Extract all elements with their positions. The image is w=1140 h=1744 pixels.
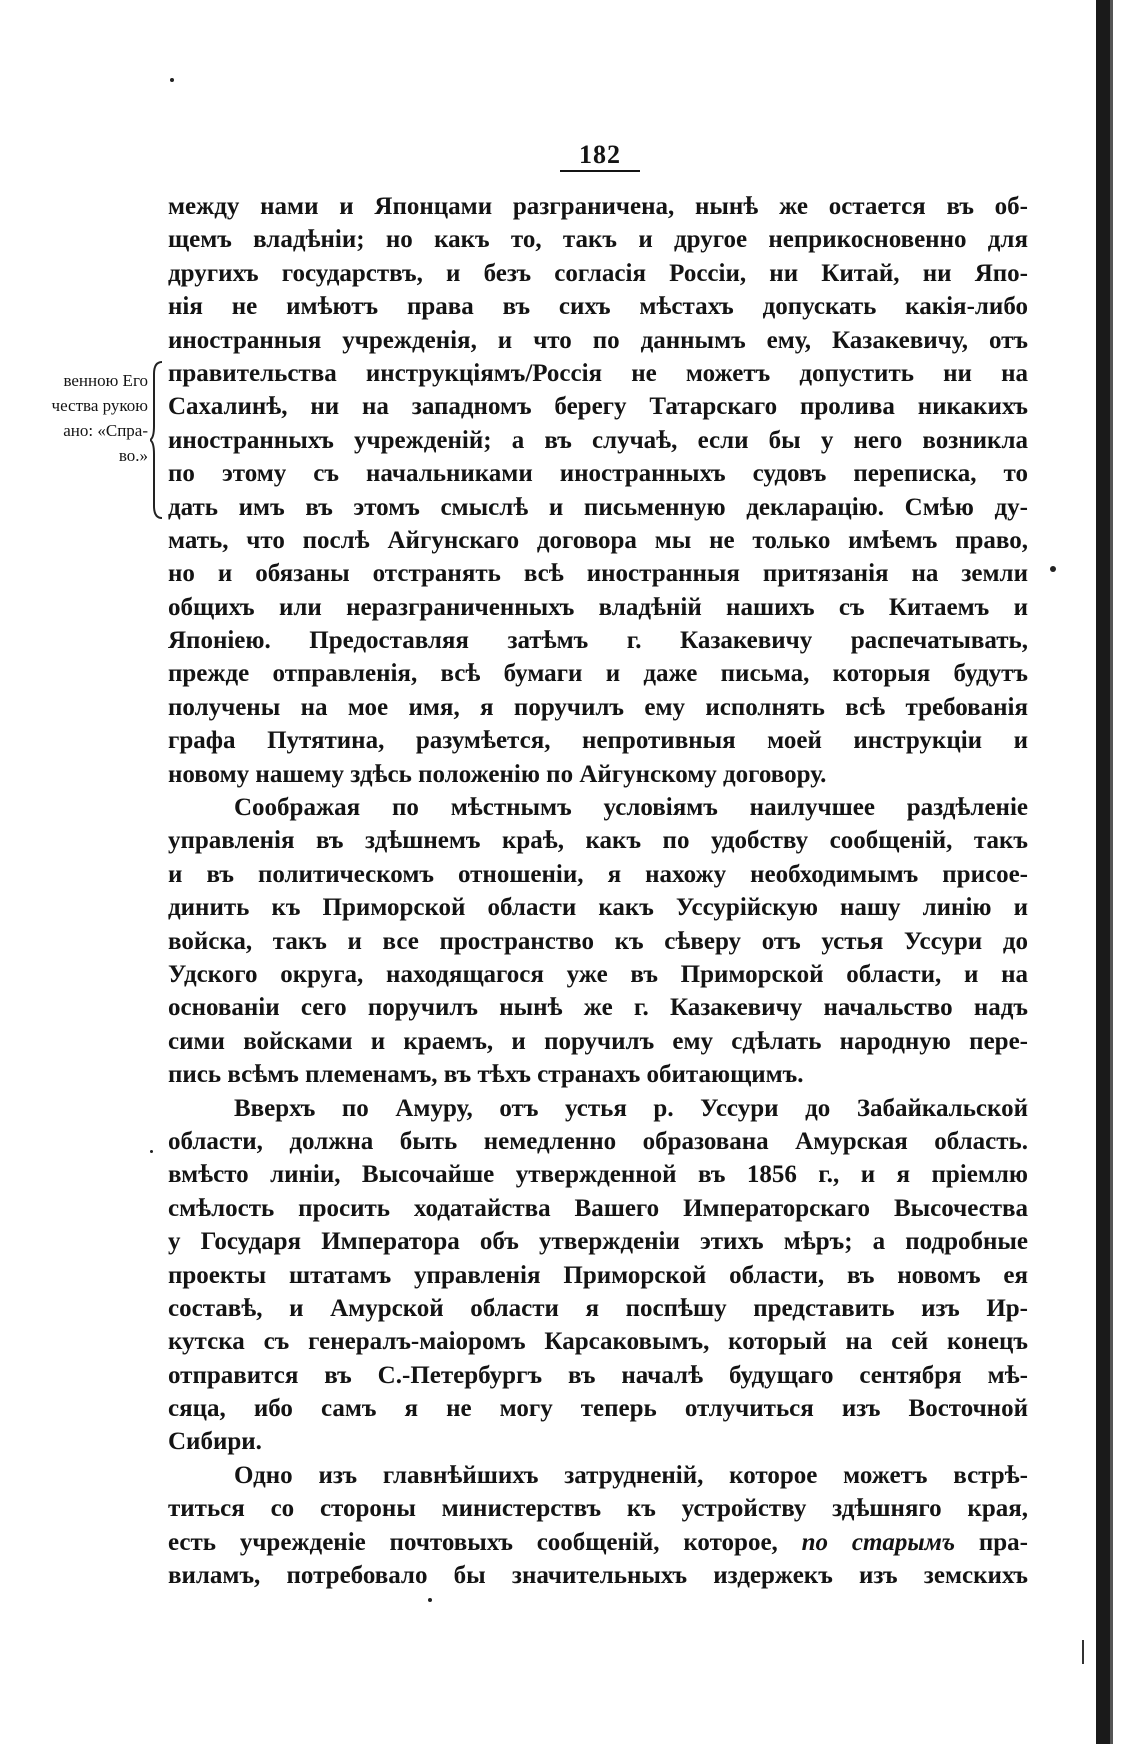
text-line: Японіею. Предоставляя затѣмъ г. Казакевичу распечатывать, (168, 627, 1028, 655)
text-line-mixed (168, 1526, 1028, 1559)
text-line: смѣлость просить ходатайства Вашего Императорскаго Высочества (168, 1194, 1028, 1222)
text-line: виламъ, потребовало бы значительныхъ издержекъ изъ земскихъ (168, 1562, 1028, 1590)
text-line: проекты штатамъ управленія Приморской области, въ новомъ ея (168, 1261, 1028, 1289)
speck-mark (150, 1150, 153, 1153)
text-line: дать имъ въ этомъ смыслѣ и письменную декларацію. Смѣю ду- (168, 493, 1028, 521)
margin-note (0, 368, 148, 468)
scan-tick-mark (1082, 1640, 1084, 1664)
body-text (168, 190, 1028, 1592)
text-line: Удского округа, находящагося уже въ Приморской области, и на (168, 960, 1028, 988)
text-line: у Государя Императора объ утвержденіи этихъ мѣръ; а подробные (168, 1228, 1028, 1256)
text-line: титься со стороны министерствъ къ устройству здѣшняго края, (168, 1495, 1028, 1523)
text-line: Сахалинѣ, ни на западномъ берегу Татарскаго пролива никакихъ (168, 393, 1028, 421)
text-line: иностранныхъ учрежденій; а въ случаѣ, если бы у него возникла (168, 426, 1028, 454)
text-line: области, должна быть немедленно образована Амурская область. (168, 1127, 1028, 1155)
text-line: управленія въ здѣшнемъ краѣ, какъ по удобству сообщеній, такъ (168, 827, 1028, 855)
text-line: вмѣсто линіи, Высочайше утвержденной въ 1856 г., и я пріемлю (168, 1161, 1028, 1189)
text-segment: есть учрежденіе почтовыхъ сообщеній, которое, (168, 1528, 778, 1556)
text-line: графа Путятина, разумѣется, непротивныя моей инструкціи и (168, 727, 1028, 755)
margin-note-line: венною Его (63, 371, 148, 390)
text-line: щемъ владѣніи; но какъ то, такъ и другое неприкосновенно для (168, 226, 1028, 254)
text-line: прежде отправленія, всѣ бумаги и даже письма, которыя будутъ (168, 660, 1028, 688)
scan-edge-shadow (1110, 0, 1113, 1744)
text-line: динить къ Приморской области какъ Уссурійскую нашу линію и (168, 894, 1028, 922)
text-line: сими войсками и краемъ, и поручилъ ему сдѣлать народную пере- (168, 1027, 1028, 1055)
text-line: кутска съ генералъ-маіоромъ Карсаковымъ, который на сей конецъ (168, 1328, 1028, 1356)
text-line: Вверхъ по Амуру, отъ устья р. Уссури до Забайкальской (234, 1094, 1028, 1122)
margin-note-line: ано: «Спра- (63, 421, 148, 440)
speck-mark (1050, 566, 1056, 572)
text-line: нія не имѣютъ права въ сихъ мѣстахъ допускать какія-либо (168, 293, 1028, 321)
text-line: Сибири. (168, 1428, 262, 1456)
margin-brace-icon (150, 360, 164, 520)
text-line: правительства инструкціямъ/Россія не можетъ допустить ни на (168, 359, 1028, 387)
text-line: войска, такъ и все пространство къ сѣверу отъ устья Уссури до (168, 927, 1028, 955)
text-line: между нами и Японцами разграничена, нынѣ же остается въ об- (168, 193, 1028, 220)
text-line: по этому съ начальниками иностранныхъ судовъ переписка, то (168, 460, 1028, 488)
text-line: и въ политическомъ отношеніи, я нахожу необходимымъ присое- (168, 860, 1028, 888)
speck-mark (170, 78, 174, 82)
text-line: Соображая по мѣстнымъ условіямъ наилучшее раздѣленіе (234, 794, 1028, 822)
text-line: сяца, ибо самъ я не могу теперь отлучиться изъ Восточной (168, 1395, 1028, 1423)
text-line: мать, что послѣ Айгунскаго договора мы не только имѣемъ право, (168, 526, 1028, 554)
margin-note-line: чества рукою (51, 396, 148, 415)
margin-note-line: во.» (118, 446, 148, 465)
scan-edge-dark (1096, 0, 1110, 1744)
text-line: иностранныя учрежденія, и что по даннымъ ему, Казакевичу, отъ (168, 326, 1028, 354)
text-line: другихъ государствъ, и безъ согласія Россіи, ни Китай, ни Япо- (168, 259, 1028, 287)
text-line: но и обязаны отстранять всѣ иностранныя притязанія на земли (168, 560, 1028, 588)
text-segment: пра- (978, 1528, 1029, 1556)
text-line: отправится въ С.-Петербургъ въ началѣ будущаго сентября мѣ- (168, 1361, 1028, 1389)
text-line: общихъ или неразграниченныхъ владѣній нашихъ съ Китаемъ и (168, 593, 1028, 621)
text-line: основаніи сего поручилъ нынѣ же г. Казакевичу начальство надъ (168, 994, 1028, 1022)
page-number: 182 (560, 140, 640, 172)
text-line: получены на мое имя, я поручилъ ему исполнять всѣ требованія (168, 693, 1028, 721)
speck-mark (428, 1598, 432, 1602)
text-line: составѣ, и Амурской области я поспѣшу представить изъ Ир- (168, 1294, 1028, 1322)
italic-segment: по старымъ (801, 1528, 956, 1556)
text-line: пись всѣмъ племенамъ, въ тѣхъ странахъ обитающимъ. (168, 1061, 804, 1089)
text-line: новому нашему здѣсь положенію по Айгунскому договору. (168, 760, 827, 788)
text-line: Одно изъ главнѣйшихъ затрудненій, которое можетъ встрѣ- (234, 1461, 1028, 1489)
